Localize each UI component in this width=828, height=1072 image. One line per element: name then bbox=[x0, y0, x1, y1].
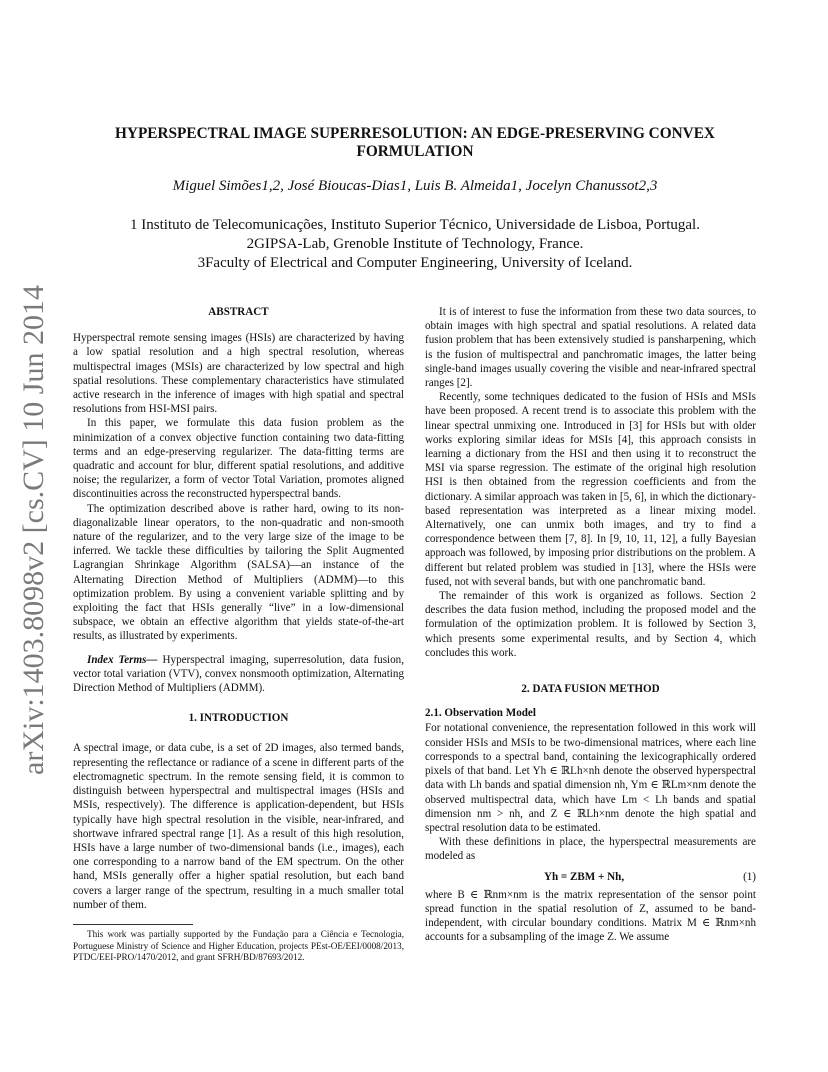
affiliation-2: 2GIPSA-Lab, Grenoble Institute of Technology, France. bbox=[246, 236, 584, 252]
paper-title bbox=[95, 125, 735, 161]
author-list: Miguel Simões1,2, José Bioucas-Dias1, Luis B. Almeida1, Jocelyn Chanussot2,3 bbox=[172, 178, 658, 194]
equation-1 bbox=[425, 870, 756, 884]
abstract-paragraph: In this paper, we formulate this data fusion problem as the minimization of a convex objective function containing two data-fitting terms and an edge-preserving regularizer. The data-fitting terms are quadratic and account for blur, different spatial resolutions, and additive noise; the regularizer, a form of vector Total Variation, promotes aligned discontinuities across the reconstructed hyperspectral bands. bbox=[73, 417, 404, 501]
subsection-2-1-heading: 2.1. Observation Model bbox=[425, 707, 536, 720]
footnote: This work was partially supported by the Fundação para a Ciência e Tecnologia, Portuguese Ministry of Science and Higher Education, projects PEst-OE/EEI/0008/2013, PTDC/EEI-PRO/1470/2012, and grant SFRH/BD/87693/2012. bbox=[73, 929, 404, 962]
body-paragraph: Recently, some techniques dedicated to the fusion of HSIs and MSIs have been proposed. A recent trend is to associate this problem with the linear spectral unmixing one. Introduced in [3] for HSIs but with older works exploring similar ideas for MSIs [4], this approach consists in learning a dictionary from the HSI and then using it to reconstruct the MSI via sparse regression. The estimate of the original high resolution HSI is then obtained from the regression coefficients and from the dictionary. A similar approach was taken in [5, 6], in which the dictionary-based representation was interpreted as a linear mixing model. Alternatively, one can unmix both images, and try to find a correspondence between them [7, 8]. In [9, 10, 11, 12], a fully Bayesian approach was followed, by imposing prior distributions on the problem. A different but related problem was studied in [13], where the HSIs were fused, not with several bands, but with one panchromatic band. bbox=[425, 391, 756, 588]
title-line-1: HYPERSPECTRAL IMAGE SUPERRESOLUTION: AN EDGE-PRESERVING CONVEX bbox=[115, 125, 715, 142]
title-line-2: FORMULATION bbox=[356, 143, 474, 160]
abstract-paragraph: The optimization described above is rather hard, owing to its non-diagonalizable linear operators, to the non-quadratic and non-smooth nature of the regularizer, and to the very large size of the image to be inferred. We tackle these difficulties by tailoring the Split Augmented Lagrangian Shrinkage Algorithm (SALSA)—an instance of the Alternating Direction Method of Multipliers (ADMM)—to this optimization problem. By using a convenient variable splitting and by exploiting the fact that HSIs generally “live” in a low-dimensional subspace, we obtain an effective algorithm that yields state-of-the-art results, as illustrated by experiments. bbox=[73, 502, 404, 643]
right-column bbox=[425, 305, 756, 945]
affiliations bbox=[95, 216, 735, 273]
index-terms bbox=[73, 653, 404, 696]
abstract-paragraph: Hyperspectral remote sensing images (HSIs) are characterized by having a low spatial resolution and a high spectral resolution, whereas multispectral images (MSIs) are characterized by low spectral and high spatial resolutions. These complementary characteristics have stimulated active research in the inference of images with high spatial and spectral resolutions from HSI-MSI pairs. bbox=[73, 332, 404, 416]
affiliation-3: 3Faculty of Electrical and Computer Engineering, University of Iceland. bbox=[197, 255, 633, 271]
intro-paragraph: A spectral image, or data cube, is a set of 2D images, also termed bands, representing the reflectance or radiance of a scene in different parts of the electromagnetic spectrum. In the remote sensing field, it is common to distinguish between hyperspectral and multispectral images (HSIs and MSIs, respectively). The difference is application-dependent, but HSIs typically have high spectral resolution in the visible, near-infrared, and shortwave infrared spectral range [1]. As a result of this high resolution, HSIs have a large number of two-dimensional bands (i.e., images), each one corresponding to a narrow band of the EM spectrum. On the other hand, MSIs generally offer a higher spatial resolution, but each band covers a larger range of the spectrum, resulting in a much smaller total number of them. bbox=[73, 742, 404, 911]
body-paragraph: For notational convenience, the representation followed in this work will consider HSIs and MSIs to be two-dimensional matrices, where each line corresponds to a spectral band, containing the lexicographically ordered pixels of that band. Let Yh ∈ ℝLh×nh denote the observed hyperspectral data with Lh bands and spatial dimension nh, Ym ∈ ℝLm×nm denote the observed multispectral data, which have Lm < Lh bands and spatial dimension nm > nh, and Z ∈ ℝLh×nm denote the high spatial and spectral resolution data to be estimated. bbox=[425, 722, 756, 834]
body-paragraph: where B ∈ ℝnm×nm is the matrix representation of the sensor point spread function in the spatial resolution of Z, assumed to be band-independent, with circular boundary conditions. Matrix M ∈ ℝnm×nh accounts for a subsampling of the image Z. We assume bbox=[425, 888, 756, 944]
index-terms-label: Index Terms— bbox=[87, 653, 158, 666]
arxiv-stamp: arXiv:1403.8098v2 [cs.CV] 10 Jun 2014 bbox=[17, 285, 50, 775]
left-column bbox=[73, 305, 404, 912]
body-paragraph: With these definitions in place, the hyperspectral measurements are modeled as bbox=[425, 836, 756, 863]
index-terms-text: Hyperspectral imaging, superresolution, data fusion, vector total variation (VTV), convex nonsmooth optimization, Alternating Direction Method of Multipliers (ADMM). bbox=[73, 653, 404, 695]
equation-body: Yh = ZBM + Nh, bbox=[543, 870, 625, 883]
footnote-rule bbox=[73, 924, 193, 925]
abstract-heading: ABSTRACT bbox=[208, 306, 269, 318]
equation-number: (1) bbox=[743, 870, 756, 883]
intro-heading: 1. INTRODUCTION bbox=[188, 712, 289, 725]
body-paragraph: It is of interest to fuse the information from these two data sources, to obtain images with high spectral and spatial resolutions. A related data fusion problem that has been extensively studied is pansharpening, which is the fusion of multispectral and panchromatic images, the latter being single-band images usually covering the visible and near-infrared spectral ranges [2]. bbox=[425, 306, 756, 390]
section-2-heading: 2. DATA FUSION METHOD bbox=[521, 683, 660, 696]
affiliation-1: 1 Instituto de Telecomunicações, Instituto Superior Técnico, Universidade de Lisboa, Portugal. bbox=[130, 217, 700, 233]
body-paragraph: The remainder of this work is organized as follows. Section 2 describes the data fusion method, including the proposed model and the formulation of the optimization problem. It is followed by Section 3, which presents some experimental results, and by Section 4, which concludes this work. bbox=[425, 590, 756, 659]
